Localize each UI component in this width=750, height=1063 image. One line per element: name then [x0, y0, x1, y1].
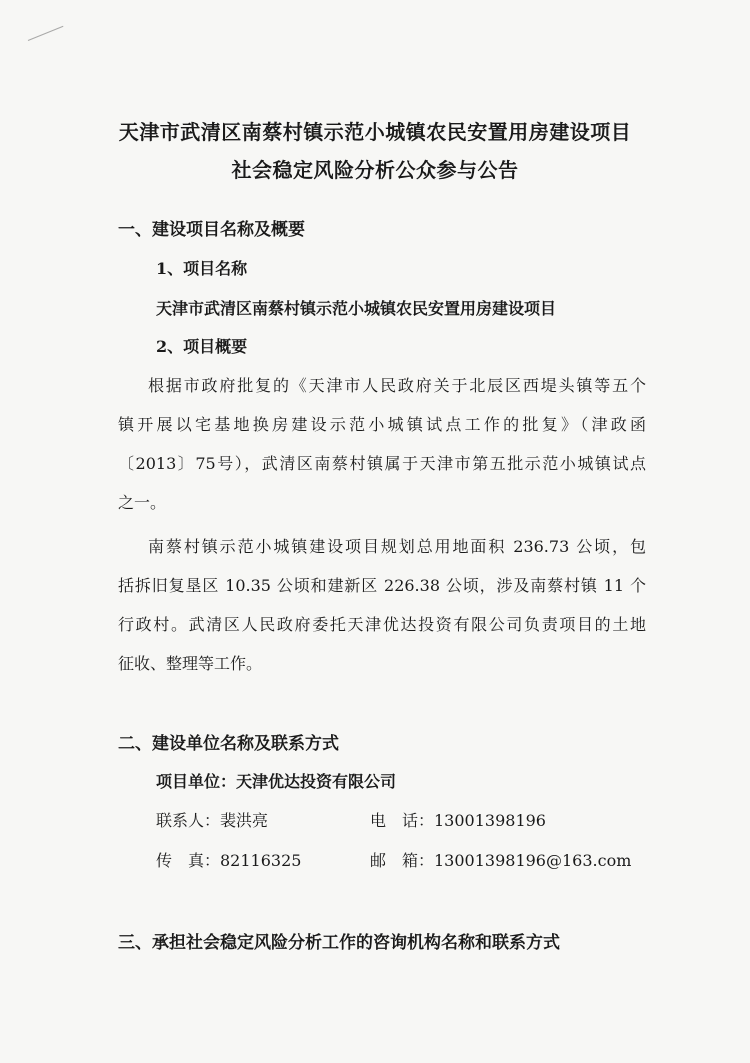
document-title-line1: 天津市武清区南蔡村镇示范小城镇农民安置用房建设项目: [118, 120, 632, 144]
overview-para2-line1: 南蔡村镇示范小城镇建设项目规划总用地面积 236.73 公顷，包: [148, 537, 646, 556]
overview-para1-line2: 镇开展以宅基地换房建设示范小城镇试点工作的批复》（津政函: [118, 415, 646, 434]
overview-para1-line1: 根据市政府批复的《天津市人民政府关于北辰区西堤头镇等五个: [148, 376, 646, 395]
contact-fax: 传 真：82116325: [156, 851, 302, 870]
overview-para1-line3: 〔2013〕75号），武清区南蔡村镇属于天津市第五批示范小城镇试点: [118, 454, 646, 473]
overview-para2-line3: 行政村。武清区人民政府委托天津优达投资有限公司负责项目的土地: [118, 615, 646, 634]
pen-stroke-mark: [28, 26, 64, 41]
project-unit: 项目单位：天津优达投资有限公司: [156, 772, 397, 791]
contact-email: 邮 箱：13001398196@163.com: [370, 851, 632, 870]
section3-heading: 三、承担社会稳定风险分析工作的咨询机构名称和联系方式: [118, 933, 560, 953]
section2-heading: 二、建设单位名称及联系方式: [118, 734, 339, 754]
section1-sub1-heading: 1、项目名称: [156, 259, 248, 278]
overview-para2-line4: 征收、整理等工作。: [118, 654, 263, 673]
overview-para2-line2: 括拆旧复垦区 10.35 公顷和建新区 226.38 公顷，涉及南蔡村镇 11 个: [118, 576, 646, 595]
overview-para1-line4: 之一。: [118, 493, 167, 512]
section1-heading: 一、建设项目名称及概要: [118, 220, 305, 240]
contact-phone: 电 话：13001398196: [370, 811, 546, 830]
contact-person: 联系人：裴洪亮: [156, 811, 269, 830]
document-title-line2: 社会稳定风险分析公众参与公告: [231, 158, 519, 182]
project-name: 天津市武清区南蔡村镇示范小城镇农民安置用房建设项目: [156, 299, 557, 318]
section1-sub2-heading: 2、项目概要: [156, 337, 248, 356]
